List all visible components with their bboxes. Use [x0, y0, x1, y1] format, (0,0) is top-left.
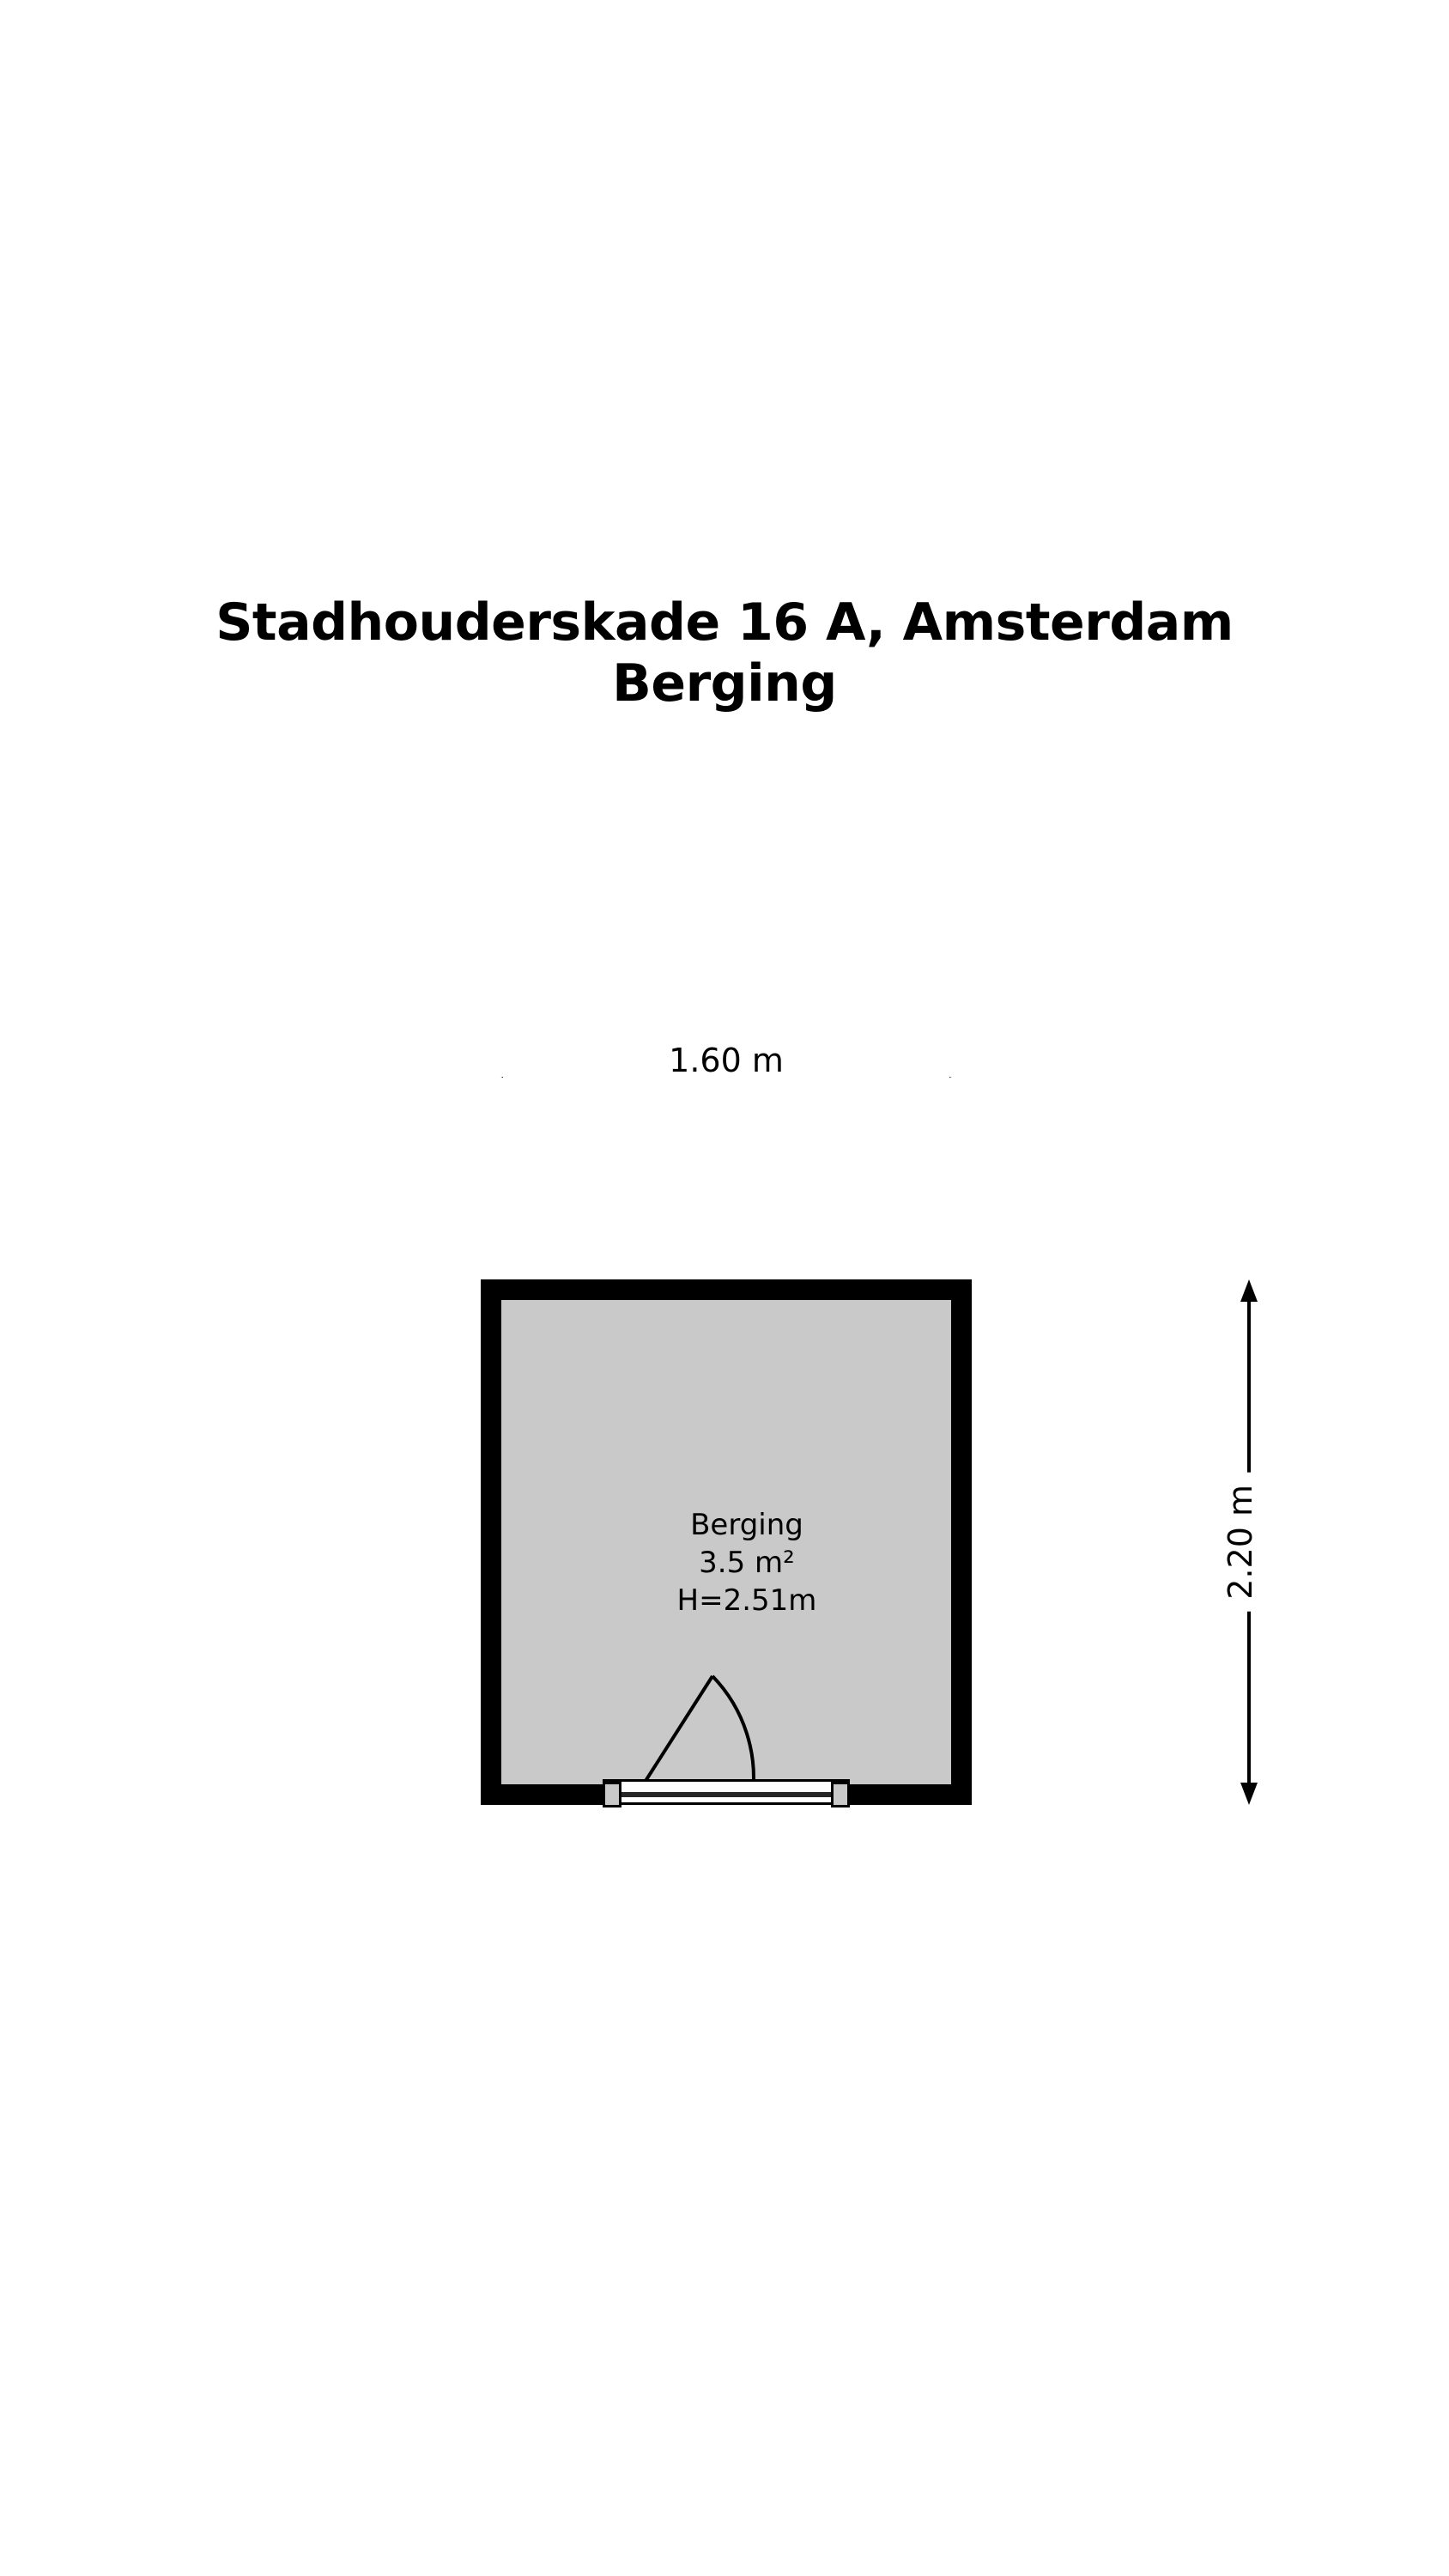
door-jamb-right [831, 1782, 850, 1807]
room-walls [481, 1279, 972, 1805]
room-name: Berging [690, 1508, 803, 1542]
door-threshold [621, 1792, 831, 1797]
title-subtitle: Berging [612, 653, 837, 714]
room-area: 3.5 m² [699, 1546, 795, 1581]
room-interior [501, 1300, 951, 1784]
title-address: Stadhouderskade 16 A, Amsterdam [215, 592, 1234, 653]
dimension-height [1193, 1279, 1288, 1805]
page-title [0, 592, 1449, 714]
door-opening [603, 1779, 850, 1805]
room-label [522, 1506, 972, 1620]
floor-plan [0, 945, 1449, 2061]
dimension-height-label-wrap [1193, 1279, 1288, 1805]
room-ceiling-height: H=2.51m [676, 1583, 817, 1619]
dimension-width-label: 1.60 m [481, 1022, 972, 1077]
dimension-height-label: 2.20 m [1224, 1473, 1257, 1612]
dimension-width [481, 1022, 972, 1099]
door-jamb-left [603, 1782, 621, 1807]
